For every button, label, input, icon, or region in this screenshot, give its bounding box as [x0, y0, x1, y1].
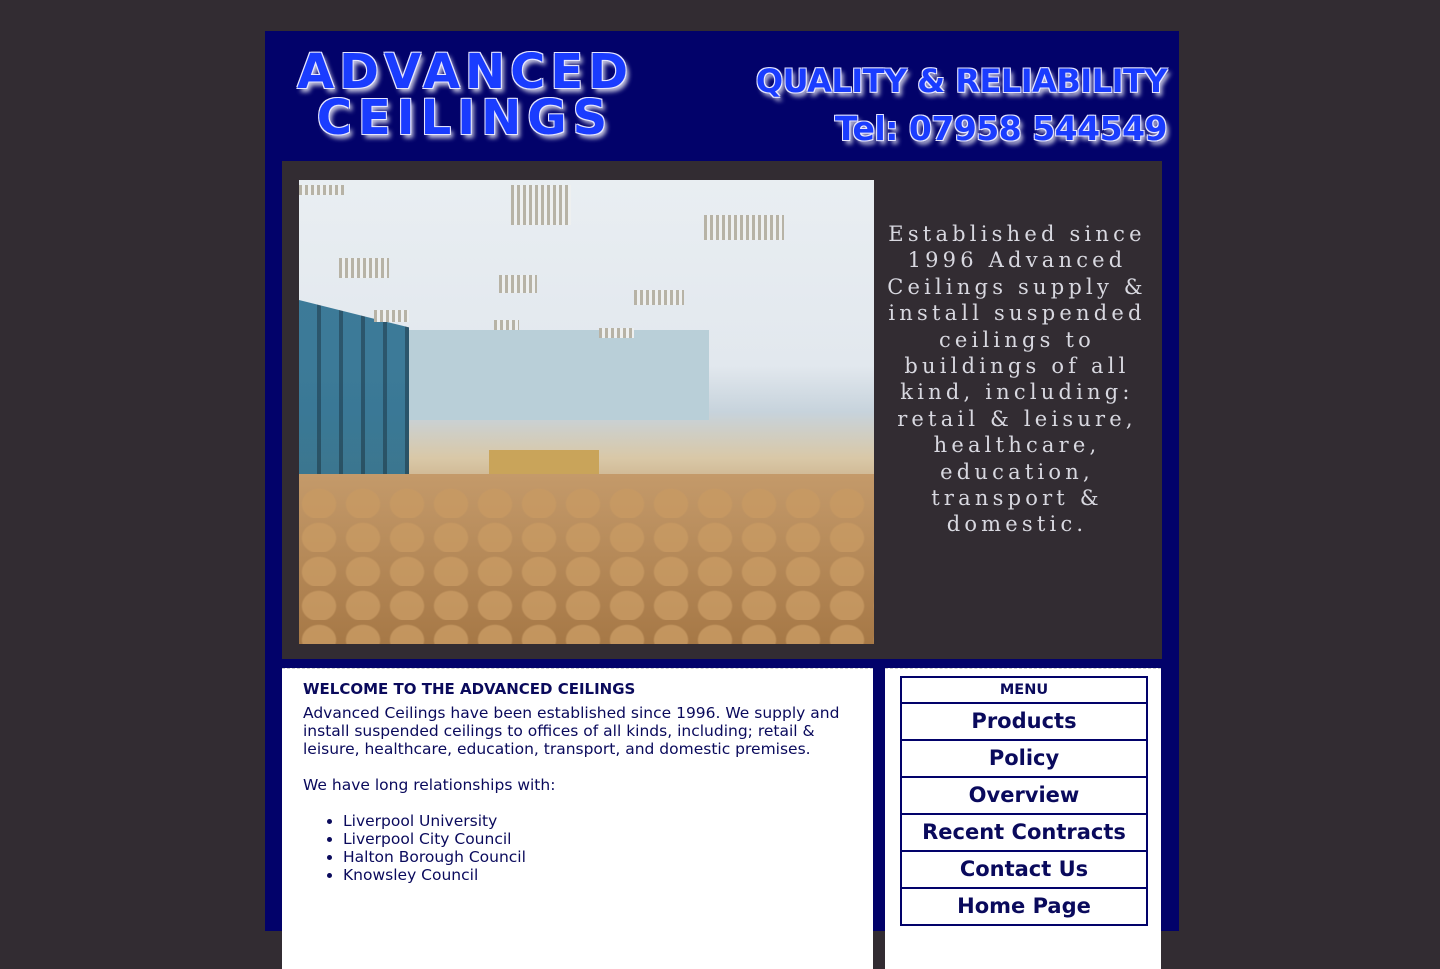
client-item: • Liverpool City Council — [343, 830, 848, 848]
photo-ceiling-light — [299, 185, 344, 195]
photo-ceiling-light — [634, 290, 684, 305]
tagline-text: QUALITY & RELIABILITY — [755, 62, 1167, 100]
photo-ceiling-light — [499, 275, 537, 293]
photo-back-wall — [409, 330, 709, 420]
client-item: • Halton Borough Council — [343, 848, 848, 866]
welcome-title: WELCOME TO THE ADVANCED CEILINGS — [303, 680, 636, 698]
photo-ceiling-light — [494, 320, 519, 330]
site-logo[interactable] — [295, 44, 635, 146]
photo-ceiling-light — [599, 328, 634, 338]
sidebar — [885, 668, 1161, 969]
photo-chairs — [299, 484, 874, 644]
menu-item-home-page[interactable]: Home Page — [902, 889, 1146, 926]
client-item: • Liverpool University — [343, 812, 848, 830]
welcome-body — [303, 704, 848, 884]
logo-line-2: CEILINGS — [316, 90, 614, 146]
menu-item-policy[interactable]: Policy — [902, 741, 1146, 778]
menu-item-contact-us[interactable]: Contact Us — [902, 852, 1146, 889]
intro-text: Established since 1996 Advanced Ceilings supply & install suspended ceilings to buildings of all kind, including: retail & leisure, healthcare, education, transport & domestic. — [887, 222, 1147, 537]
menu-item-products[interactable]: Products — [902, 704, 1146, 741]
header-tagline — [756, 59, 1167, 155]
main-menu — [900, 676, 1148, 926]
client-list — [303, 812, 848, 884]
hero-banner — [282, 161, 1162, 659]
photo-ceiling-light — [374, 310, 409, 322]
welcome-paragraph: Advanced Ceilings have been established since 1996. We supply and install suspended ceilings to offices of all kinds, including; retail & leisure, healthcare, education, transport, and domestic premises. — [303, 704, 840, 758]
relationships-intro: We have long relationships with: — [303, 776, 556, 794]
menu-item-recent-contracts[interactable]: Recent Contracts — [902, 815, 1146, 852]
menu-title: MENU — [902, 678, 1146, 704]
photo-ceiling-light — [704, 215, 784, 240]
client-item: • Knowsley Council — [343, 866, 848, 884]
canteen-photo — [299, 180, 874, 644]
page-frame — [265, 31, 1179, 931]
telephone-number: Tel: 07958 544549 — [834, 109, 1167, 148]
photo-ceiling-light — [511, 185, 571, 225]
welcome-panel — [282, 668, 873, 969]
menu-item-overview[interactable]: Overview — [902, 778, 1146, 815]
logo-line-1: ADVANCED — [296, 44, 634, 100]
photo-ceiling-light — [339, 258, 389, 278]
